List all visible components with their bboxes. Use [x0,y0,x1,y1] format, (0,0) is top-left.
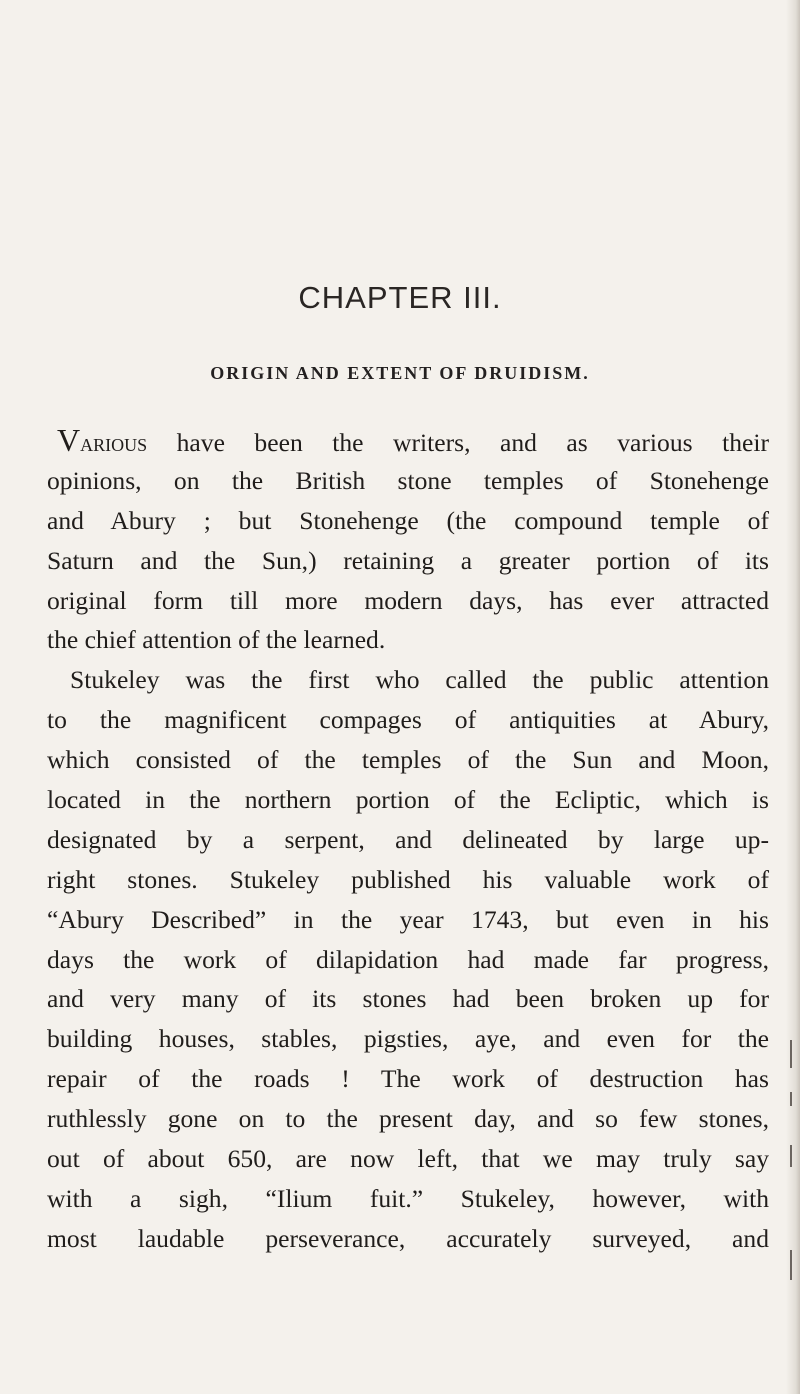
text-line: Stukeley was the first who called the public attention [70,665,769,695]
text-line: designated by a serpent, and delineated by large up- [47,824,769,854]
text-line: “Abury Described” in the year 1743, but even in his [47,904,769,934]
text-line: with a sigh, “Ilium fuit.” Stukeley, however, with [47,1183,769,1213]
text-line: right stones. Stukeley published his valuable work of [47,864,769,894]
text-line: ruthlessly gone on to the present day, and so few stones, [47,1104,769,1134]
edge-mark [790,1040,792,1068]
text-line: to the magnificent compages of antiquities at Abury, [47,705,769,735]
text-line: opinions, on the British stone temples of Stonehenge [47,465,769,495]
page-edge [786,0,800,1394]
text-line: out of about 650, are now left, that we may truly say [47,1144,769,1174]
chapter-title: CHAPTER III. [298,280,502,315]
text-line: building houses, stables, pigsties, aye, and even for the [47,1024,769,1054]
text-line: located in the northern portion of the Ecliptic, which is [47,785,769,815]
text-line: the chief attention of the learned. [47,625,386,655]
text-line: days the work of dilapidation had made far progress, [47,944,769,974]
edge-mark [790,1250,792,1280]
edge-mark [790,1145,792,1167]
text-line: and Abury ; but Stonehenge (the compound temple of [47,505,769,535]
body-text [47,421,769,1259]
text-line: and very many of its stones had been broken up for [47,984,769,1014]
text-line: most laudable perseverance, accurately surveyed, and [47,1223,769,1253]
text-line: original form till more modern days, has ever attracted [47,585,769,615]
text-line: Various have been the writers, and as various their [57,422,769,458]
chapter-subtitle: ORIGIN AND EXTENT OF DRUIDISM. [210,363,590,383]
text-line: Saturn and the Sun,) retaining a greater portion of its [47,545,769,575]
text-line: which consisted of the temples of the Sun and Moon, [47,745,769,775]
edge-mark [790,1092,792,1106]
text-line: repair of the roads ! The work of destruction has [47,1064,769,1094]
